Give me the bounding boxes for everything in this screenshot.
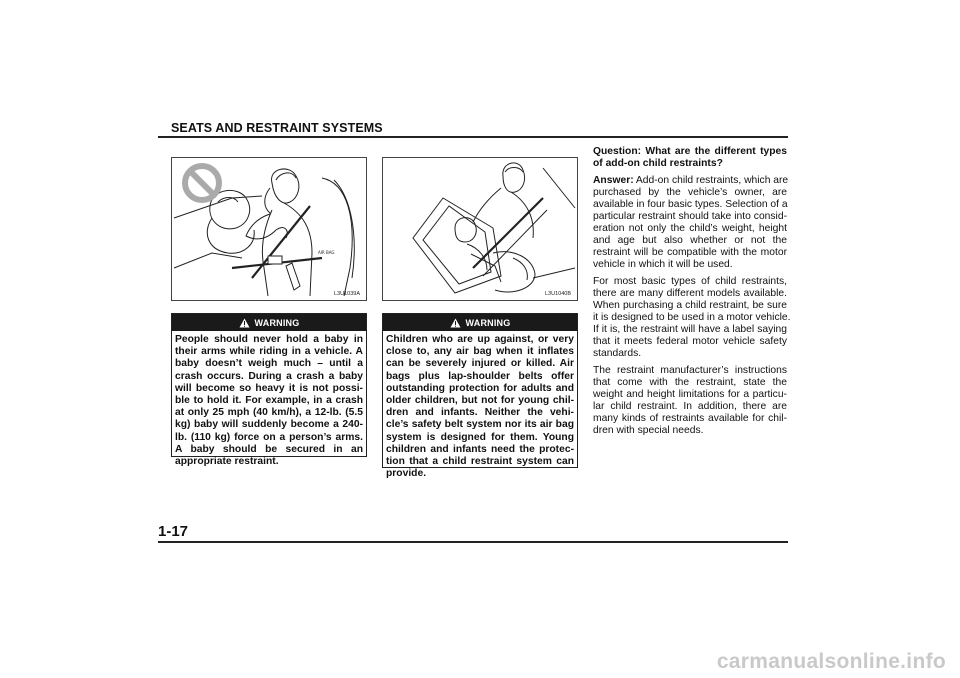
paragraph-line: many kinds of restraints available for chil- [593, 413, 787, 424]
paragraph-line: If it is, the restraint will have a label saying [593, 324, 787, 335]
figure-child-airbag [382, 157, 578, 301]
paragraph-instructions [593, 365, 787, 437]
paragraph-line: there are many different models available. [593, 288, 787, 299]
paragraph-line: that come with the restraint, state the [593, 377, 787, 388]
paragraph-line: weight and height limitations for a particu- [593, 389, 787, 400]
warning-line: older children, but not for young chil- [386, 395, 574, 407]
header-rule [158, 136, 788, 138]
answer-line: vehicle in which it will be used. [593, 259, 733, 270]
answer-line: particular restraint should take into consid- [593, 211, 787, 222]
page-number: 1-17 [158, 523, 189, 540]
answer-line: purchased by the vehicle’s owner, are [593, 187, 787, 198]
illustration-child-airbag [383, 158, 577, 300]
answer-line: and age but also whether or not the [593, 235, 787, 246]
warning-line: baby doesn’t weigh much – until a [175, 358, 363, 370]
question-line: Question: What are the different types [593, 146, 787, 157]
warning-line: children and infants need the protec- [386, 443, 574, 455]
watermark: carmanualsonline.info [716, 650, 946, 673]
answer-label: Answer: [593, 175, 634, 186]
warning-line: can be severely injured or killed. Air [386, 358, 574, 370]
warning-line: ble to hold it. For example, in a crash [175, 395, 363, 407]
paragraph-line: dren with special needs. [593, 425, 704, 436]
answer-line: available in four basic types. Selection of a [593, 199, 788, 210]
paragraph-line: When purchasing a child restraint, be sure [593, 300, 787, 311]
warning-triangle-icon [239, 318, 250, 328]
warning-line: appropriate restraint. [175, 456, 279, 468]
warning-line: at only 25 mph (40 km/h), a 12-lb. (5.5 [175, 407, 363, 419]
figure-code: L3U1039A [334, 291, 360, 297]
paragraph-models [593, 276, 791, 360]
prohibition-icon [185, 166, 219, 200]
warning-line: A baby should be secured in an [175, 443, 363, 455]
illustration-holding-baby [172, 158, 366, 300]
warning-line: outstanding protection for adults and [386, 382, 574, 394]
answer-first-line [593, 175, 787, 187]
answer-line: Add-on child restraints, which are [635, 175, 789, 186]
qa-column [593, 146, 791, 442]
paragraph-line: that it meets federal motor vehicle safety [593, 336, 787, 347]
warning-line: lb. (110 kg) force on a person’s arms. [175, 431, 363, 443]
warning-text [172, 331, 366, 468]
warning-title: WARNING [254, 317, 300, 328]
warning-title: WARNING [465, 317, 511, 328]
svg-text:AIR BAG: AIR BAG [318, 250, 335, 255]
paragraph-line: standards. [593, 348, 642, 359]
footer-rule [158, 541, 788, 543]
section-title: SEATS AND RESTRAINT SYSTEMS [171, 121, 383, 135]
answer-line: eration not only the child’s weight, height [593, 223, 787, 234]
warning-line: will become so heavy it is not possi- [175, 382, 363, 394]
warning-line: bags plus lap-shoulder belts offer [386, 370, 574, 382]
paragraph-line: lar child restraint. In addition, there are [593, 401, 787, 412]
figure-holding-baby [171, 157, 367, 301]
warning-box-baby [171, 313, 367, 468]
answer-line: restraint will be compatible with the motor [593, 247, 787, 258]
warning-line: dren and infants. Neither the vehi- [386, 407, 574, 419]
warning-line: kg) baby will suddenly become a 240- [175, 419, 363, 431]
warning-header [172, 314, 366, 331]
paragraph-line: it is designed to be used in a motor vehicle. [593, 312, 791, 323]
warning-line: system is designed for them. Young [386, 431, 574, 443]
warning-line: their arms while riding in a vehicle. A [175, 346, 363, 358]
warning-text [383, 331, 577, 480]
warning-line: tion that a child restraint system can [386, 456, 574, 468]
answer [593, 175, 787, 271]
question [593, 146, 787, 170]
warning-box-airbag [382, 313, 578, 480]
paragraph-line: The restraint manufacturer’s instructions [593, 365, 787, 376]
paragraph-line: For most basic types of child restraints, [593, 276, 787, 287]
warning-line: close to, any air bag when it inflates [386, 346, 574, 358]
warning-line: cle’s safety belt system nor its air bag [386, 419, 574, 431]
warning-line: provide. [386, 468, 427, 480]
warning-line: People should never hold a baby in [175, 334, 363, 345]
warning-triangle-icon [450, 318, 461, 328]
warning-line: crash occurs. During a crash a baby [175, 370, 363, 382]
warning-line: Children who are up against, or very [386, 334, 574, 345]
warning-header [383, 314, 577, 331]
figure-code: L3U1040B [545, 291, 571, 297]
question-line: of add-on child restraints? [593, 158, 723, 169]
